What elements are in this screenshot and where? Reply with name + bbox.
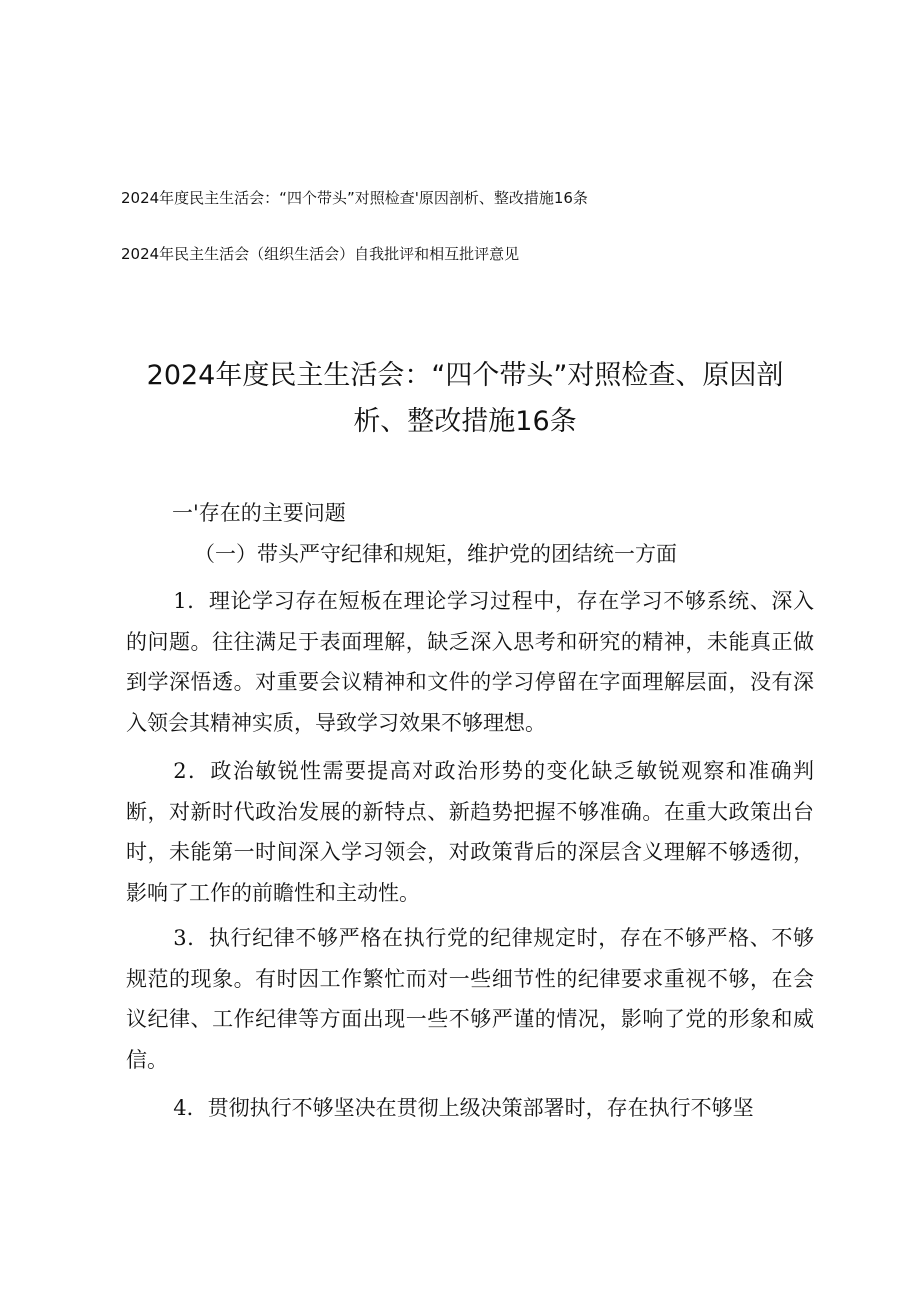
sub-heading: （一）带头严守纪律和规矩，维护党的团结统一方面 (194, 542, 677, 566)
document-title-line-2: 析、整改措施16条 (353, 406, 577, 437)
toc-item-1: 2024年度民主生活会：“四个带头”对照检查'原因剖析、整改措施16条 (121, 189, 588, 207)
document-title-line-1: 2024年度民主生活会：“四个带头”对照检查、原因剖 (146, 360, 784, 391)
section-heading: 一'存在的主要问题 (172, 501, 346, 525)
paragraph-3: 3．执行纪律不够严格在执行党的纪律规定时，存在不够严格、不够规范的现象。有时因工作繁忙而对一些细节性的纪律要求重视不够，在会议纪律、工作纪律等方面出现一些不够严谨的情况，影响了党的形象和威信。 (126, 926, 814, 1072)
paragraph-4: 4．贯彻执行不够坚决在贯彻上级决策部署时，存在执行不够坚 (173, 1096, 754, 1120)
paragraph-2: 2．政治敏锐性需要提高对政治形势的变化缺乏敏锐观察和准确判断，对新时代政治发展的新特点、新趋势把握不够准确。在重大政策出台时，未能第一时间深入学习领会，对政策背后的深层含义理解不够透彻，影响了工作的前瞻性和主动性。 (126, 759, 814, 905)
toc-item-2: 2024年民主生活会（组织生活会）自我批评和相互批评意见 (121, 245, 520, 263)
paragraph-1: 1．理论学习存在短板在理论学习过程中，存在学习不够系统、深入的问题。往往满足于表面理解，缺乏深入思考和研究的精神，未能真正做到学深悟透。对重要会议精神和文件的学习停留在字面理解层面，没有深入领会其精神实质，导致学习效果不够理想。 (126, 589, 814, 735)
